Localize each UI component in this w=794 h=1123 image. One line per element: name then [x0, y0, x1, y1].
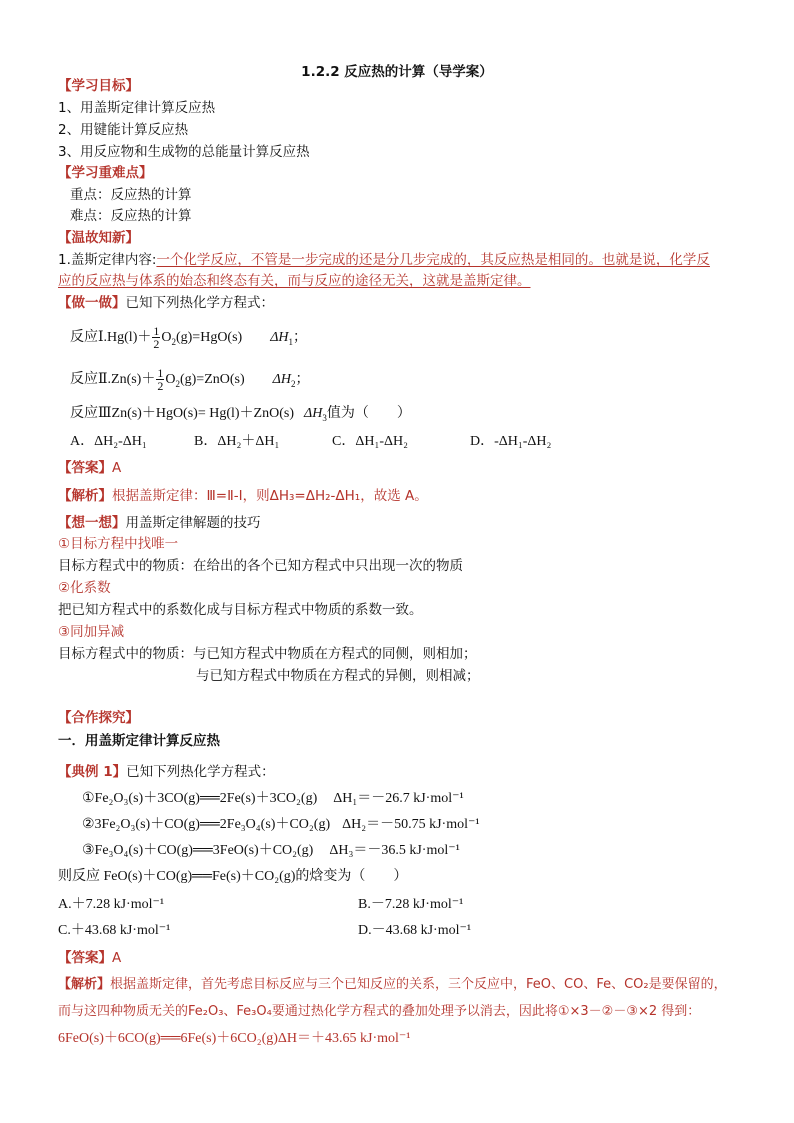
equation-text: ③Fe₃O₄(s)＋CO(g)══3FeO(s)＋CO₂(g) [82, 843, 314, 858]
subscript: 1 [288, 336, 294, 347]
example-option-b[interactable]: B.－7.28 kJ·mol⁻¹ [358, 897, 464, 912]
answer-label: 【答案】 [58, 460, 112, 476]
tip-3-text: 目标方程式中的物质：与已知方程式中物质在方程式的同侧，则相加； [58, 646, 477, 662]
analysis-label: 【解析】 [58, 977, 111, 992]
tip-3-text-cont: 与已知方程式中物质在方程式的异侧，则相减； [196, 668, 480, 684]
answer-value: A [112, 460, 122, 476]
reaction-term: O [165, 372, 176, 387]
option-c[interactable]: C．ΔH₁-ΔH₂ [332, 434, 408, 449]
tip-2-title: ②化系数 [58, 580, 111, 596]
example-question: 则反应 FeO(s)＋CO(g)══Fe(s)＋CO₂(g)的焓变为（ ） [58, 869, 408, 884]
hess-law-lead: 1.盖斯定律内容: [58, 252, 157, 268]
enthalpy-symbol: ΔH [304, 406, 323, 421]
key-point: 重点：反应热的计算 [70, 187, 192, 203]
reaction-3 [70, 404, 411, 424]
enthalpy-symbol: ΔH [270, 330, 289, 345]
option-b[interactable]: B．ΔH₂＋ΔH₁ [194, 434, 280, 449]
review-heading: 【温故知新】 [58, 230, 139, 246]
subscript: 3 [322, 412, 327, 423]
option-d[interactable]: D．-ΔH₁-ΔH₂ [470, 434, 552, 449]
fraction-one-half [156, 367, 164, 392]
example-option-c[interactable]: C.＋43.68 kJ·mol⁻¹ [58, 923, 171, 938]
reaction-label: 反应Ⅱ. [70, 372, 112, 387]
equation-enthalpy: ΔH₂＝－50.75 kJ·mol⁻¹ [342, 817, 480, 832]
objective-item: 3、用反应物和生成物的总能量计算反应热 [58, 144, 310, 160]
reaction-equation: Zn(s)＋HgO(s)= Hg(l)＋ZnO(s) [111, 406, 294, 421]
question-tail: 值为（ ） [326, 406, 411, 421]
hess-law-definition [58, 250, 710, 270]
fraction-numerator: 1 [157, 366, 164, 381]
hess-law-content-cont: 应的反应热与体系的始态和终态有关，而与反应的途径无关，这就是盖斯定律。 [58, 273, 531, 289]
example-option-a[interactable]: A.＋7.28 kJ·mol⁻¹ [58, 897, 165, 912]
equation-2 [82, 815, 480, 835]
objectives-heading: 【学习目标】 [58, 78, 139, 94]
fraction-denominator: 2 [153, 337, 160, 352]
equation-text: ①Fe₂O₃(s)＋3CO(g)══2Fe(s)＋3CO₂(g) [82, 791, 318, 806]
tip-3-title: ③同加异减 [58, 624, 125, 640]
analysis-text: 根据盖斯定律，首先考虑目标反应与三个已知反应的关系，三个反应中，FeO、CO、Fe、CO₂是要保留的， [110, 977, 727, 992]
fraction-denominator: 2 [157, 379, 164, 394]
equation-enthalpy: ΔH₃＝－36.5 kJ·mol⁻¹ [329, 843, 460, 858]
example-analysis-cont: 而与这四种物质无关的Fe₂O₃、Fe₃O₄要通过热化学方程式的叠加处理予以消去，因此将①×3－②－③×2 得到： [58, 1004, 701, 1019]
subscript: 2 [175, 378, 180, 389]
reaction-label: 反应Ⅰ. [70, 330, 108, 345]
analysis-text: 根据盖斯定律：Ⅲ=Ⅱ-Ⅰ，则ΔH₃=ΔH₂-ΔH₁，故选 A。 [112, 488, 428, 504]
practice-heading-line [58, 293, 274, 313]
objective-item: 2、用键能计算反应热 [58, 122, 189, 138]
reaction-1 [70, 324, 307, 352]
tip-2-text: 把已知方程式中的系数化成与目标方程式中物质的系数一致。 [58, 602, 423, 618]
punctuation: ； [293, 330, 308, 345]
answer-value: A [112, 950, 122, 966]
think-heading: 【想一想】 [58, 515, 126, 531]
keypoints-heading: 【学习重难点】 [58, 165, 153, 181]
practice-heading: 【做一做】 [58, 295, 126, 311]
section-title: 一．用盖斯定律计算反应热 [58, 733, 220, 749]
difficult-point: 难点：反应热的计算 [70, 208, 192, 224]
answer-label: 【答案】 [58, 950, 112, 966]
analysis-label: 【解析】 [58, 488, 112, 504]
example-analysis [58, 975, 727, 995]
tip-1-title: ①目标方程中找唯一 [58, 536, 179, 552]
think-heading-line [58, 513, 261, 533]
explore-heading: 【合作探究】 [58, 710, 139, 726]
hess-law-content: 一个化学反应，不管是一步完成的还是分几步完成的，其反应热是相同的。也就是说，化学反 [156, 252, 710, 268]
example-label: 【典例 1】 [58, 764, 127, 780]
enthalpy-symbol: ΔH [272, 372, 291, 387]
example-intro: 已知下列热化学方程式： [126, 764, 275, 780]
practice-options [70, 432, 630, 452]
reaction-label: 反应Ⅲ [70, 406, 112, 421]
option-a[interactable]: A．ΔH₂-ΔH₁ [70, 434, 147, 449]
page-title: 1.2.2 反应热的计算（导学案） [301, 64, 493, 80]
reaction-term: (g)=ZnO(s) [179, 372, 245, 387]
equation-text: ②3Fe₂O₃(s)＋CO(g)══2Fe₃O₄(s)＋CO₂(g) [82, 817, 331, 832]
reaction-term: O [161, 330, 172, 345]
subscript: 2 [171, 336, 176, 347]
example-answer [58, 948, 121, 968]
example-option-d[interactable]: D.－43.68 kJ·mol⁻¹ [358, 923, 472, 938]
tip-1-text: 目标方程式中的物质：在给出的各个已知方程式中只出现一次的物质 [58, 558, 463, 574]
practice-intro: 已知下列热化学方程式： [125, 295, 274, 311]
practice-answer [58, 458, 121, 478]
example-heading-line [58, 762, 275, 782]
reaction-term: Zn(s)＋ [111, 372, 156, 387]
equation-enthalpy: ΔH₁＝－26.7 kJ·mol⁻¹ [333, 791, 464, 806]
practice-analysis [58, 486, 428, 506]
example-analysis-result: 6FeO(s)＋6CO(g)══6Fe(s)＋6CO₂(g)ΔH＝＋43.65 kJ·mol⁻¹ [58, 1031, 411, 1046]
objective-item: 1、用盖斯定律计算反应热 [58, 100, 216, 116]
punctuation: ； [295, 372, 310, 387]
fraction-numerator: 1 [153, 324, 160, 339]
think-intro: 用盖斯定律解题的技巧 [125, 515, 261, 531]
equation-3 [82, 841, 460, 861]
reaction-2 [70, 366, 309, 394]
fraction-one-half [152, 325, 160, 350]
subscript: 2 [290, 378, 296, 389]
equation-1 [82, 789, 464, 809]
reaction-term: Hg(l)＋ [107, 330, 152, 345]
reaction-term: (g)=HgO(s) [175, 330, 243, 345]
